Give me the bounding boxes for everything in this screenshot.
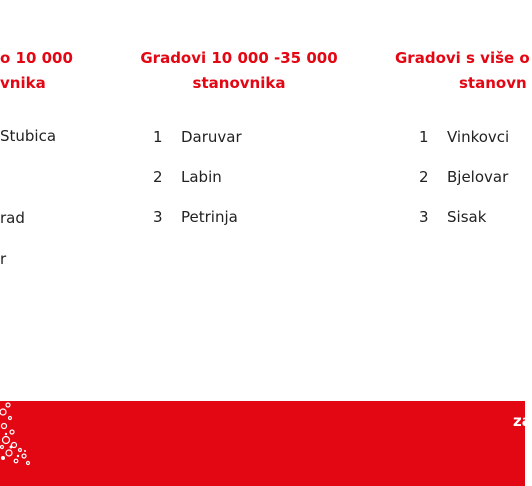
rank-number: 3 [153,208,163,226]
city-name: rad [0,209,25,227]
city-name: Labin [181,168,222,186]
rank-number: 1 [419,128,429,146]
heading-line-2: stanovnika [192,74,286,92]
footer-text: za [513,412,532,430]
heading-line-1: o 10 000 [0,49,73,67]
heading-line-1: Gradovi 10 000 -35 000 [140,49,338,67]
list-item [153,207,238,227]
bubbles-decoration-icon [0,401,46,486]
list-item [419,207,486,227]
rank-number: 2 [419,168,429,186]
column-heading [130,46,348,96]
heading-line-2: vnika [0,74,46,92]
city-name: Bjelovar [447,168,509,186]
city-name: r [0,250,7,268]
city-name: Vinkovci [447,128,510,146]
rank-number: 2 [153,168,163,186]
rank-number: 1 [153,128,163,146]
list-item [419,167,508,187]
list-item [0,249,6,269]
list-item [0,126,56,146]
list-item [419,127,509,147]
heading-line-1: Gradovi s više o [395,49,530,67]
rank-number: 3 [419,208,429,226]
list-item [0,208,25,228]
city-name: Petrinja [181,208,238,226]
list-item [153,127,242,147]
city-name: Daruvar [181,128,242,146]
column-heading [0,46,73,96]
city-name: Sisak [447,208,487,226]
column-heading [395,46,530,96]
list-item [153,167,222,187]
footer-band [0,401,532,486]
heading-line-2: stanovn [459,74,527,92]
city-name: Stubica [0,127,57,145]
